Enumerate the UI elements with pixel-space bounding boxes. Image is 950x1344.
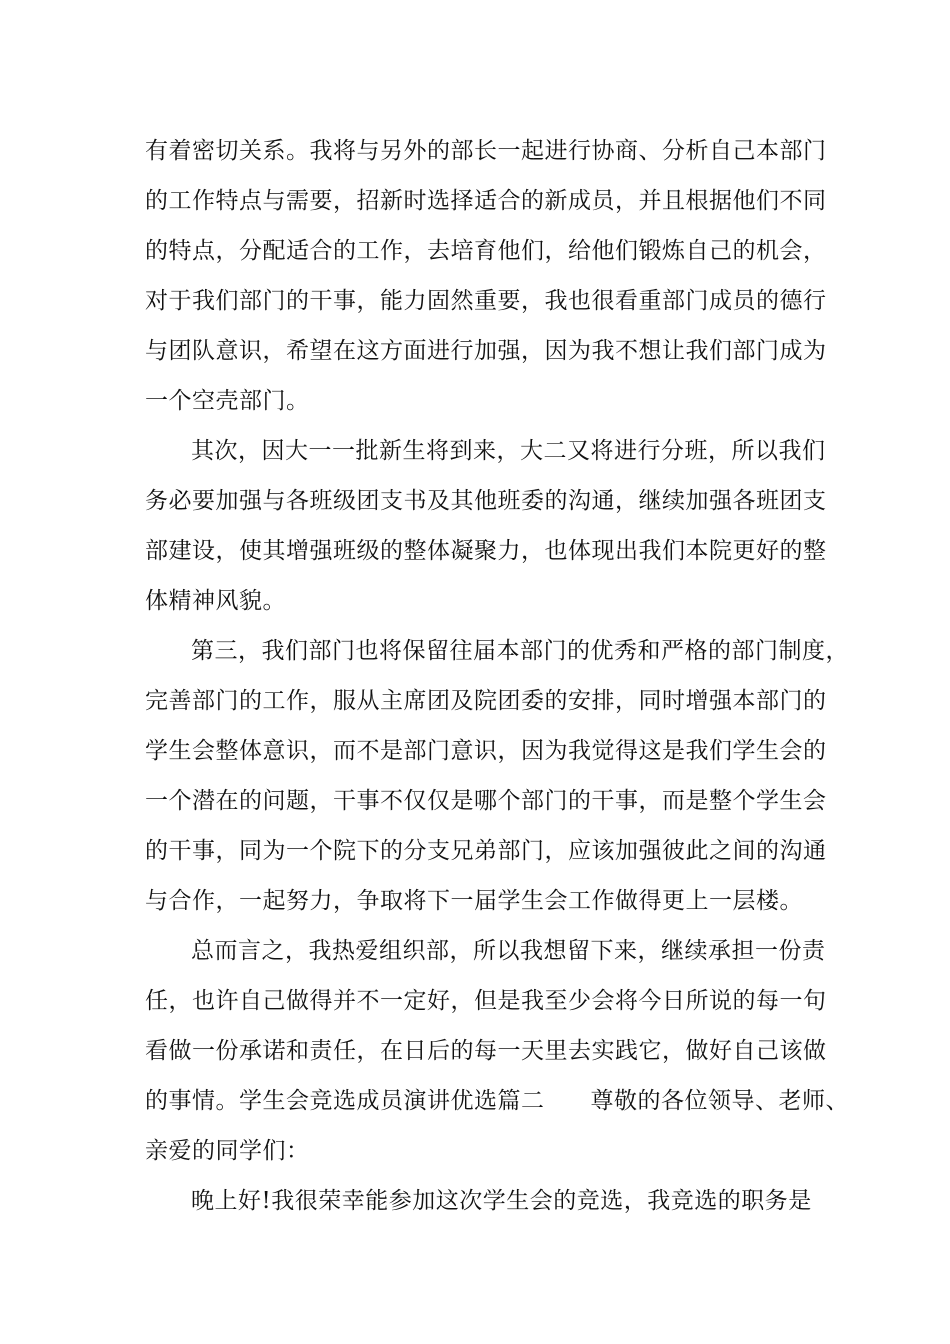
text-line: 与合作，一起努力，争取将下一届学生会工作做得更上一层楼。: [145, 888, 803, 914]
text-line: 与团队意识，希望在这方面进行加强，因为我不想让我们部门成为: [145, 338, 827, 364]
text-line: 体精神风貌。: [145, 588, 286, 614]
text-line: 一个潜在的问题，干事不仅仅是哪个部门的干事，而是整个学生会: [145, 788, 827, 814]
text-line: 的干事，同为一个院下的分支兄弟部门，应该加强彼此之间的沟通: [145, 838, 827, 864]
text-line: 亲爱的同学们：: [145, 1138, 310, 1164]
text-line: 的特点，分配适合的工作，去培育他们，给他们锻炼自己的机会，: [145, 238, 827, 264]
text-line: 一个空壳部门。: [145, 388, 310, 414]
text-line: 看做一份承诺和责任，在日后的每一天里去实践它，做好自己该做: [145, 1038, 827, 1064]
document-body: [145, 126, 849, 1226]
text-line: 务必要加强与各班级团支书及其他班委的沟通，继续加强各班团支: [145, 488, 827, 514]
paragraph-start-line: 晚上好!我很荣幸能参加这次学生会的竞选，我竞选的职务是: [191, 1188, 812, 1214]
salutation-text: 尊敬的各位领导、老师、: [590, 1088, 849, 1114]
text-line: 学生会整体意识，而不是部门意识，因为我觉得这是我们学生会的: [145, 738, 827, 764]
text-line-with-heading: [145, 1076, 849, 1126]
text-line: 对于我们部门的干事，能力固然重要，我也很看重部门成员的德行: [145, 288, 827, 314]
paragraph-start-line: 第三，我们部门也将保留往届本部门的优秀和严格的部门制度，: [191, 638, 849, 664]
paragraph-start-line: 其次，因大一一批新生将到来，大二又将进行分班，所以我们: [191, 438, 826, 464]
text-line: 有着密切关系。我将与另外的部长一起进行协商、分析自己本部门: [145, 138, 827, 164]
text-segment: 的事情。学生会竞选成员演讲优选篇二: [145, 1088, 545, 1114]
paragraph-start-line: 总而言之，我热爱组织部，所以我想留下来，继续承担一份责: [191, 938, 826, 964]
text-line: 部建设，使其增强班级的整体凝聚力，也体现出我们本院更好的整: [145, 538, 827, 564]
text-line: 的工作特点与需要，招新时选择适合的新成员，并且根据他们不同: [145, 188, 827, 214]
text-line: 完善部门的工作，服从主席团及院团委的安排，同时增强本部门的: [145, 688, 827, 714]
text-line: 任，也许自己做得并不一定好，但是我至少会将今日所说的每一句: [145, 988, 827, 1014]
